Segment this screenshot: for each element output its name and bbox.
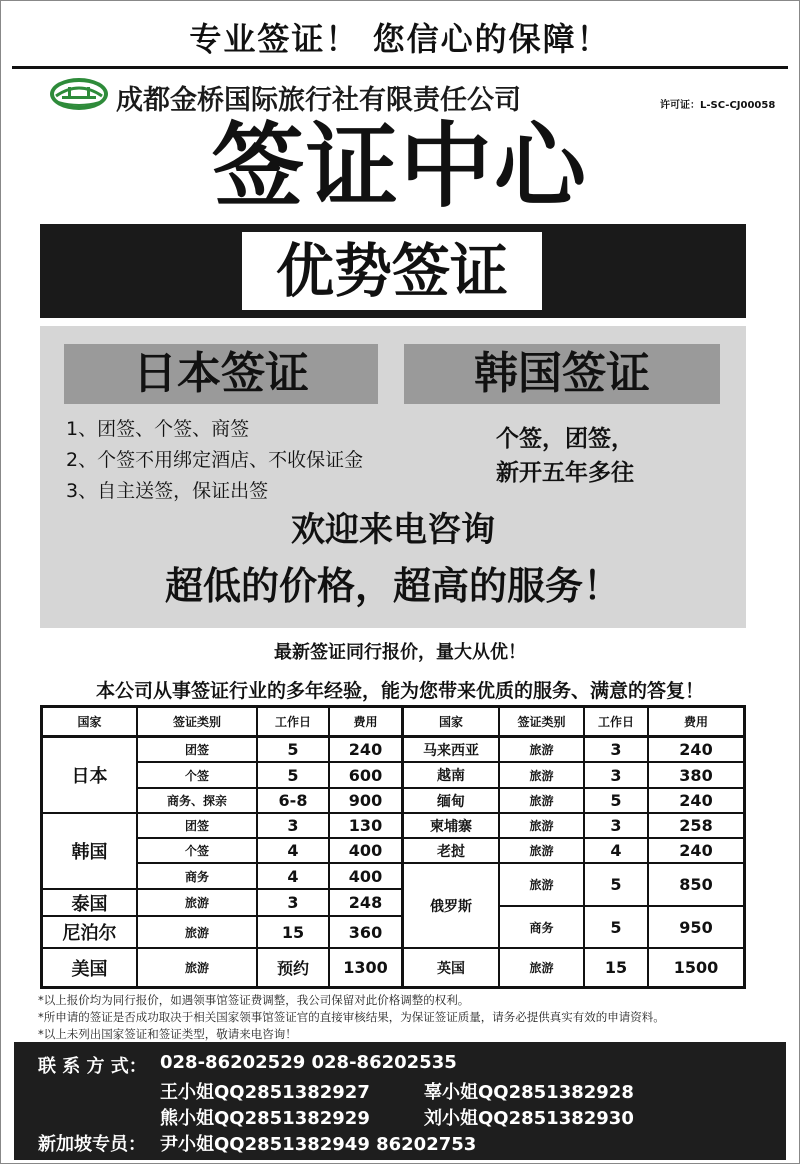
note-line: *以上报价均为同行报价，如遇领事馆签证费调整，我公司保留对此价格调整的权利。 bbox=[38, 993, 470, 1007]
korea-line: 新开五年多往 bbox=[496, 460, 634, 486]
table-cell: 950 bbox=[679, 917, 713, 937]
contact-qq: 王小姐QQ2851382927 bbox=[160, 1082, 370, 1103]
table-cell: 旅游 bbox=[529, 961, 554, 975]
table-header: 工作日 bbox=[597, 715, 634, 729]
table-cell: 旅游 bbox=[529, 794, 554, 808]
table-cell: 15 bbox=[604, 958, 628, 977]
table-cell: 老挝 bbox=[437, 843, 465, 860]
table-cell: 旅游 bbox=[529, 768, 554, 783]
table-cell: 400 bbox=[348, 866, 383, 886]
table-cell: 1300 bbox=[343, 958, 388, 977]
country-korea: 韩国 bbox=[71, 842, 108, 863]
table-cell: 旅游 bbox=[184, 925, 209, 940]
table-header: 费用 bbox=[353, 715, 378, 729]
table-cell: 400 bbox=[348, 841, 383, 860]
table-cell: 越南 bbox=[437, 768, 465, 784]
table-cell: 900 bbox=[348, 791, 383, 810]
contact-footer bbox=[14, 1042, 786, 1160]
table-cell: 个签 bbox=[184, 768, 209, 783]
table-cell: 240 bbox=[679, 791, 713, 810]
table-cell: 柬埔寨 bbox=[430, 818, 472, 835]
banner-text: 优势签证 bbox=[275, 237, 508, 305]
table-cell: 4 bbox=[287, 841, 299, 860]
table-cell: 5 bbox=[287, 765, 299, 785]
table-cell: 240 bbox=[348, 740, 383, 759]
country-russia: 俄罗斯 bbox=[430, 898, 472, 915]
table-cell: 3 bbox=[610, 740, 622, 759]
notes bbox=[38, 992, 665, 1043]
country-japan: 日本 bbox=[71, 766, 108, 787]
note-line: *以上未列出国家签证和签证类型，敬请来电咨询！ bbox=[38, 1027, 297, 1041]
table-cell: 130 bbox=[348, 816, 383, 835]
table-cell: 248 bbox=[348, 893, 383, 912]
table-cell: 3 bbox=[610, 765, 622, 785]
country-thailand: 泰国 bbox=[71, 893, 108, 915]
table-cell: 预约 bbox=[276, 959, 309, 978]
table-cell: 258 bbox=[679, 816, 713, 835]
table-cell: 850 bbox=[679, 875, 713, 894]
list-item: 2、个签不用绑定酒店、不收保证金 bbox=[66, 449, 364, 471]
table-cell: 马来西亚 bbox=[423, 742, 479, 759]
korea-line: 个签，团签， bbox=[496, 426, 634, 452]
price-slogan: 超低的价格，超高的服务！ bbox=[164, 564, 621, 608]
table-border bbox=[40, 986, 746, 989]
table-cell: 3 bbox=[287, 816, 299, 835]
country-usa: 美国 bbox=[71, 958, 108, 980]
table-cell: 380 bbox=[679, 765, 713, 785]
list-item: 3、自主送签，保证出签 bbox=[66, 480, 269, 502]
table-header: 国家 bbox=[77, 715, 102, 729]
table-cell: 5 bbox=[610, 917, 622, 937]
table-cell: 6-8 bbox=[278, 791, 308, 810]
table-cell: 个签 bbox=[184, 844, 209, 858]
contact-qq: 辜小姐QQ2851382928 bbox=[424, 1082, 634, 1103]
contact-qq: 刘小姐QQ2851382930 bbox=[424, 1108, 634, 1129]
korea-visa-tag: 韩国签证 bbox=[404, 344, 720, 404]
table-header: 费用 bbox=[683, 715, 708, 729]
japan-visa-tag: 日本签证 bbox=[64, 344, 378, 404]
table-cell: 3 bbox=[610, 816, 622, 835]
list-item: 1、团签、个签、商签 bbox=[66, 418, 250, 440]
table-cell: 旅游 bbox=[529, 844, 554, 858]
table-cell: 旅游 bbox=[529, 878, 554, 892]
price-table bbox=[40, 705, 746, 989]
table-cell: 3 bbox=[287, 893, 299, 912]
table-cell: 360 bbox=[348, 922, 383, 942]
table-cell: 5 bbox=[287, 740, 299, 759]
license-number: 许可证：L-SC-CJ00058 bbox=[660, 100, 776, 111]
page-title: 签证中心 bbox=[211, 113, 588, 220]
company-experience: 本公司从事签证行业的多年经验，能为您带来优质的服务、满意的答复！ bbox=[95, 680, 704, 702]
note-line: *所申请的签证是否成功取决于相关国家领事馆签证官的直接审核结果，为保证签证质量，请务必提供真实有效的申请资料。 bbox=[38, 1010, 665, 1024]
japan-visa-list bbox=[66, 414, 363, 507]
table-cell: 团签 bbox=[184, 743, 209, 757]
table-cell: 5 bbox=[610, 791, 622, 810]
welcome-text: 欢迎来电咨询 bbox=[291, 510, 495, 550]
table-cell: 团签 bbox=[184, 819, 209, 833]
table-cell: 旅游 bbox=[184, 896, 209, 910]
contact-qq: 熊小姐QQ2851382929 bbox=[160, 1108, 370, 1129]
table-cell: 缅甸 bbox=[437, 793, 465, 810]
singapore-label: 新加坡专员： bbox=[38, 1134, 146, 1155]
company-name: 成都金桥国际旅行社有限责任公司 bbox=[116, 85, 521, 116]
table-cell: 商务 bbox=[529, 920, 554, 935]
table-cell: 旅游 bbox=[529, 819, 554, 833]
table-cell: 英国 bbox=[437, 960, 465, 977]
table-cell: 商务、探亲 bbox=[166, 794, 227, 808]
table-cell: 旅游 bbox=[184, 961, 209, 975]
table-header: 签证类别 bbox=[517, 715, 566, 729]
table-cell: 商务 bbox=[184, 869, 209, 884]
company-logo-icon bbox=[48, 76, 110, 112]
slogan: 专业签证！ 您信心的保障！ bbox=[189, 20, 611, 58]
singapore-contact: 尹小姐QQ2851382949 86202753 bbox=[160, 1134, 477, 1155]
table-cell: 15 bbox=[281, 922, 305, 942]
table-header: 国家 bbox=[438, 715, 463, 729]
table-header: 工作日 bbox=[274, 715, 311, 729]
table-cell: 4 bbox=[610, 841, 622, 860]
banner-panel bbox=[242, 232, 542, 310]
table-cell: 5 bbox=[610, 875, 622, 894]
table-cell: 240 bbox=[679, 841, 713, 860]
contact-phones: 028-86202529 028-86202535 bbox=[160, 1052, 457, 1073]
country-nepal: 尼泊尔 bbox=[62, 923, 117, 944]
table-header: 签证类别 bbox=[172, 715, 221, 729]
table-cell: 4 bbox=[287, 866, 299, 886]
contact-label: 联 系 方 式： bbox=[38, 1056, 147, 1077]
table-cell: 1500 bbox=[673, 958, 719, 977]
table-cell: 240 bbox=[679, 740, 713, 759]
table-cell: 600 bbox=[348, 765, 383, 785]
divider bbox=[12, 66, 788, 69]
quote-heading: 最新签证同行报价，量大从优！ bbox=[274, 642, 526, 663]
table-cell: 旅游 bbox=[529, 743, 554, 757]
korea-visa-text bbox=[420, 422, 710, 490]
